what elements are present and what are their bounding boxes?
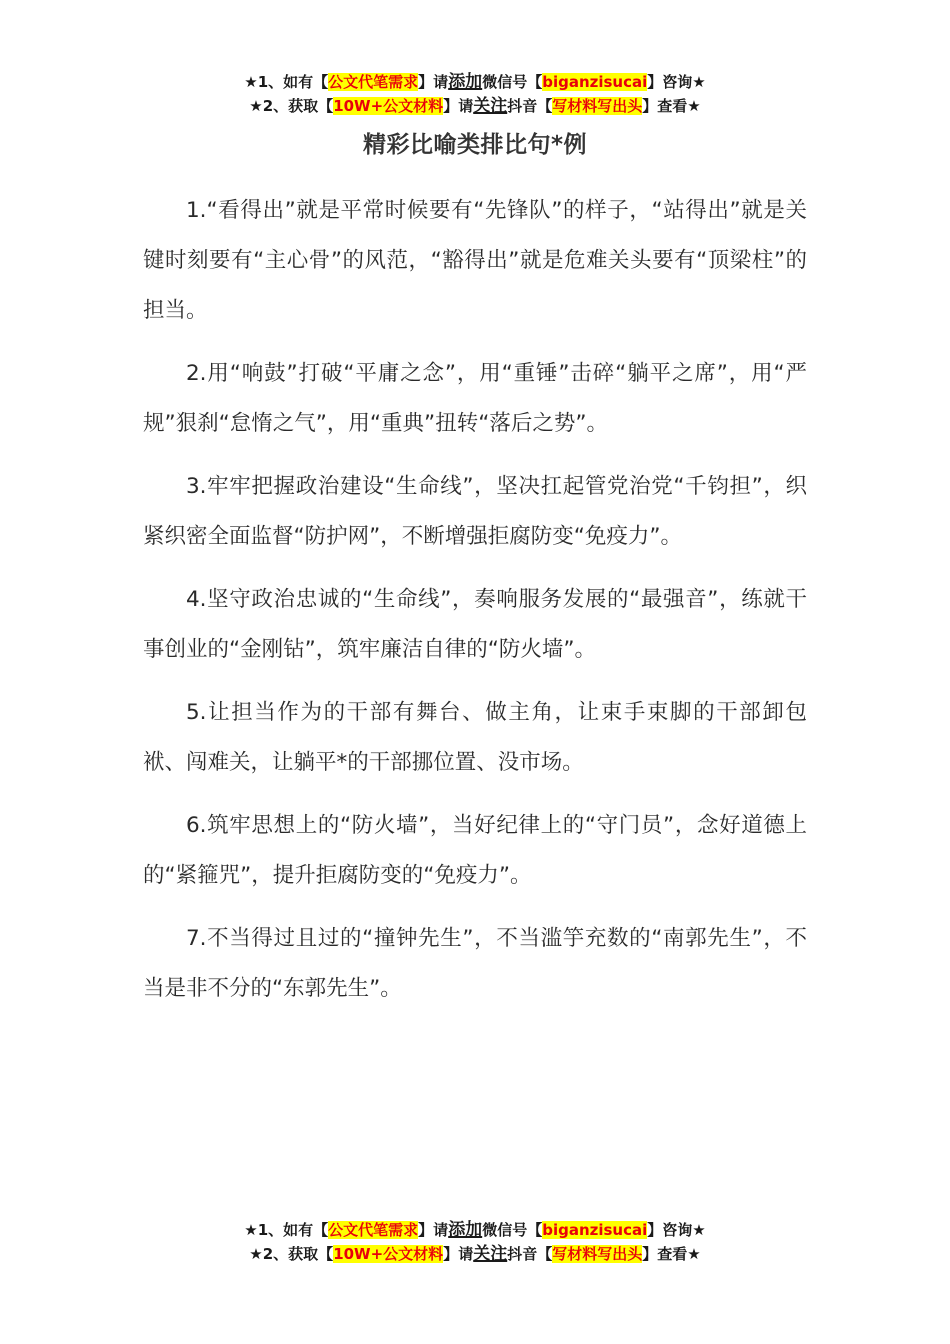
promo-highlight: 10W+公文材料 [333,1245,444,1263]
promo-text: 】请 [443,1245,474,1263]
header-promo [0,70,950,118]
promo-text: 】咨询★ [647,1221,706,1239]
promo-text: 】查看★ [642,97,701,115]
promo-text: 】请 [418,1221,449,1239]
wechat-id: biganzisucai [542,1221,648,1239]
document-title: 精彩比喻类排比句*例 [362,132,588,158]
douyin-account: 写材料写出头 [552,97,643,115]
document-body [143,186,807,1027]
promo-emphasis: 关注 [473,1244,508,1264]
wechat-id: biganzisucai [542,73,648,91]
paragraph-1: 1.“看得出”就是平常时候要有“先锋队”的样子，“站得出”就是关键时刻要有“主心骨”的风范，“豁得出”就是危难关头要有“顶梁柱”的担当。 [143,198,807,323]
douyin-account: 写材料写出头 [552,1245,643,1263]
paragraph-6: 6.筑牢思想上的“防火墙”，当好纪律上的“守门员”，念好道德上的“紧箍咒”，提升拒腐防变的“免疫力”。 [143,813,807,888]
promo-highlight: 公文代笔需求 [328,73,419,91]
promo-line-2 [0,94,950,118]
promo-text: 抖音【 [507,1245,553,1263]
promo-text: 微信号【 [482,1221,543,1239]
paragraph-7: 7.不当得过且过的“撞钟先生”，不当滥竽充数的“南郭先生”，不当是非不分的“东郭先生”。 [143,926,807,1001]
promo-emphasis: 添加 [448,1220,483,1240]
promo-line-1 [0,70,950,94]
promo-emphasis: 关注 [473,96,508,116]
promo-line-1 [0,1218,950,1242]
promo-text: ★2、获取【 [249,97,334,115]
paragraph-5: 5.让担当作为的干部有舞台、做主角，让束手束脚的干部卸包袱、闯难关，让躺平*的干部挪位置、没市场。 [143,700,807,775]
promo-text: 】查看★ [642,1245,701,1263]
paragraph-2: 2.用“响鼓”打破“平庸之念”，用“重锤”击碎“躺平之席”，用“严规”狠刹“怠惰之气”，用“重典”扭转“落后之势”。 [143,361,807,436]
promo-line-2 [0,1242,950,1266]
promo-text: 抖音【 [507,97,553,115]
promo-text: 】请 [418,73,449,91]
paragraph-3: 3.牢牢把握政治建设“生命线”，坚决扛起管党治党“千钧担”，织紧织密全面监督“防护网”，不断增强拒腐防变“免疫力”。 [143,474,807,549]
promo-emphasis: 添加 [448,72,483,92]
promo-text: ★1、如有【 [244,1221,329,1239]
promo-text: ★2、获取【 [249,1245,334,1263]
promo-text: ★1、如有【 [244,73,329,91]
promo-text: 】请 [443,97,474,115]
promo-text: 微信号【 [482,73,543,91]
promo-highlight: 10W+公文材料 [333,97,444,115]
promo-highlight: 公文代笔需求 [328,1221,419,1239]
footer-promo [0,1218,950,1266]
promo-text: 】咨询★ [647,73,706,91]
paragraph-4: 4.坚守政治忠诚的“生命线”，奏响服务发展的“最强音”，练就干事创业的“金刚钻”，筑牢廉洁自律的“防火墙”。 [143,587,807,662]
